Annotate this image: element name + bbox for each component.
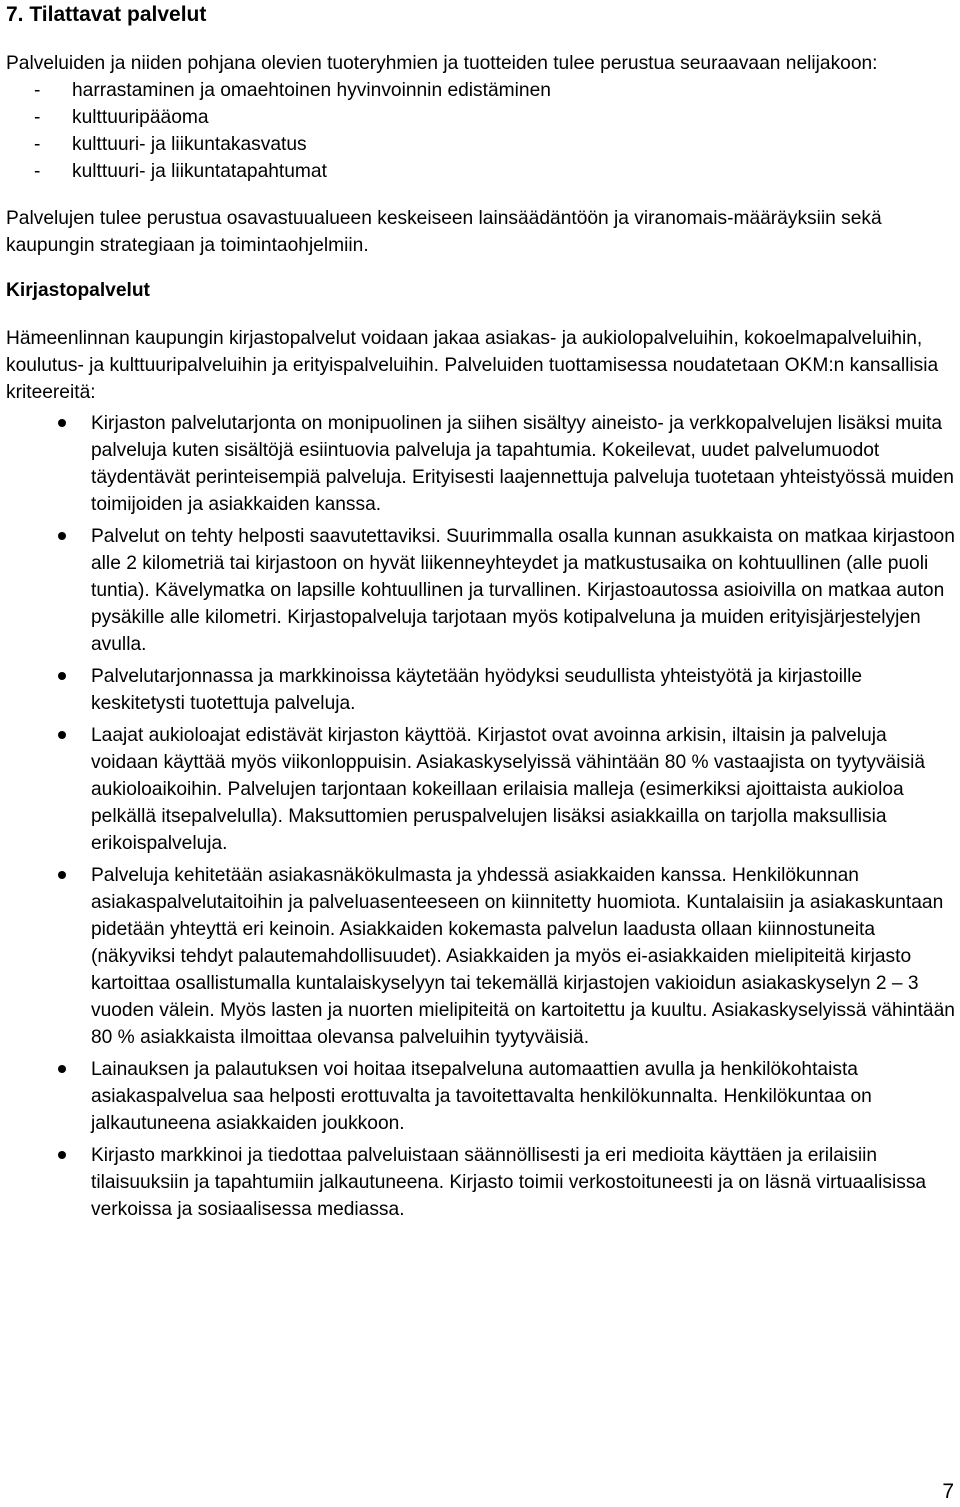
criteria-text: Laajat aukioloajat edistävät kirjaston käyttöä. Kirjastot ovat avoinna arkisin, iltaisin ja palveluja voidaan käyttää myös viikonloppuisin. Asiakaskyselyissä vähintään 80 % vastaajista on tyytyväisiä aukioloaikoihin. Palvelujen tarjontaan kokeillaan erilaisia malleja (esimerkiksi ajoittaista aukioloa pelkällä itsepalvelulla). Maksuttomien peruspalvelujen lisäksi asiakkailla on tarjolla maksullisia erikoispalveluja. bbox=[91, 725, 926, 854]
criteria-list-item bbox=[6, 722, 956, 857]
dash-list-item-text: kulttuuri- ja liikuntatapahtumat bbox=[72, 161, 327, 182]
criteria-list-item bbox=[6, 523, 956, 658]
dash-list-item-text: kulttuuripääoma bbox=[72, 107, 209, 128]
criteria-text: Kirjasto markkinoi ja tiedottaa palveluistaan säännöllisesti ja eri medioita käyttäen ja erilaisiin tilaisuuksiin ja tapahtumiin jalkautuneena. Kirjasto toimii verkostoituneesti ja on läsnä virtuaalisissa verkoissa ja sosiaalisessa mediassa. bbox=[91, 1145, 927, 1220]
criteria-text: Palvelut on tehty helposti saavutettaviksi. Suurimmalla osalla kunnan asukkaista on matkaa kirjastoon alle 2 kilometriä tai kirjastoon on hyvät liikenneyhteydet ja matkustusaika on kohtuullinen (alle puoli tuntia). Kävelymatka on lapsille kohtuullinen ja turvallinen. Kirjastoautossa asioivilla on matkaa auton pysäkille alle kilometri. Kirjastopalveluja tarjotaan myös kotipalveluna ja muiden erityisjärjestelyjen avulla. bbox=[91, 526, 955, 655]
bullet-icon bbox=[58, 532, 66, 540]
section-heading: 7. Tilattavat palvelut bbox=[6, 3, 207, 26]
bullet-icon bbox=[58, 419, 66, 427]
bullet-icon bbox=[58, 1151, 66, 1159]
criteria-list-item bbox=[6, 410, 956, 518]
legislation-paragraph: Palvelujen tulee perustua osavastuualueen keskeiseen lainsäädäntöön ja viranomais-määräyksiin sekä kaupungin strategiaan ja toimintaohjelmiin. bbox=[6, 208, 882, 256]
dash-list-item-text: kulttuuri- ja liikuntakasvatus bbox=[72, 134, 307, 155]
subsection-heading: Kirjastopalvelut bbox=[6, 280, 150, 301]
dash-list-item bbox=[6, 158, 956, 185]
dash-list bbox=[6, 77, 956, 185]
dash-marker: - bbox=[34, 161, 41, 182]
page-number: 7 bbox=[942, 1480, 954, 1503]
bullet-icon bbox=[58, 672, 66, 680]
criteria-text: Lainauksen ja palautuksen voi hoitaa itsepalveluna automaattien avulla ja henkilökohtaista asiakaspalvelua saa helposti erottuvalta ja tavoitettavalta henkilökunnalta. Henkilökuntaa on jalkautuneena asiakkaiden joukkoon. bbox=[91, 1059, 872, 1134]
dash-list-item-text: harrastaminen ja omaehtoinen hyvinvoinnin edistäminen bbox=[72, 80, 551, 101]
dash-list-item bbox=[6, 104, 956, 131]
criteria-text: Palvelutarjonnassa ja markkinoissa käytetään hyödyksi seudullista yhteistyötä ja kirjastoille keskitetysti tuotettuja palveluja. bbox=[91, 666, 863, 714]
document-page bbox=[6, 0, 956, 1228]
dash-marker: - bbox=[34, 134, 41, 155]
bullet-icon bbox=[58, 1065, 66, 1073]
dash-list-item bbox=[6, 131, 956, 158]
dash-marker: - bbox=[34, 107, 41, 128]
criteria-list-item bbox=[6, 1142, 956, 1223]
dash-marker: - bbox=[34, 80, 41, 101]
criteria-list-item bbox=[6, 1056, 956, 1137]
criteria-list bbox=[6, 410, 956, 1223]
criteria-text: Palveluja kehitetään asiakasnäkökulmasta ja yhdessä asiakkaiden kanssa. Henkilökunnan asiakaspalvelutaitoihin ja palveluasenteeseen on kiinnitetty huomiota. Kuntalaisiin ja asiakaskuntaan pidetään yhteyttä eri keinoin. Asiakkaiden kokemasta palvelun laadusta ollaan kiinnostuneita (näkyviksi tehdyt palautemahdollisuudet). Asiakkaiden ja myös ei-asiakkaiden mielipiteitä kirjasto kartoittaa osallistumalla kuntalaiskyselyyn tai tekemällä kirjastojen vakioidun asiakaskyselyn 2 – 3 vuoden välein. Myös lasten ja nuorten mielipiteitä on kartoitettu ja kuultu. Asiakaskyselyissä vähintään 80 % asiakkaista ilmoittaa olevansa palveluihin tyytyväisiä. bbox=[91, 865, 955, 1048]
bullet-icon bbox=[58, 731, 66, 739]
library-services-paragraph: Hämeenlinnan kaupungin kirjastopalvelut voidaan jakaa asiakas- ja aukiolopalveluihin, kokoelmapalveluihin, koulutus- ja kulttuuripalveluihin ja erityispalveluihin. Palveluiden tuottamisessa noudatetaan OKM:n kansallisia kriteereitä: bbox=[6, 328, 939, 403]
bullet-icon bbox=[58, 871, 66, 879]
dash-list-item bbox=[6, 77, 956, 104]
intro-paragraph: Palveluiden ja niiden pohjana olevien tuoteryhmien ja tuotteiden tulee perustua seuraavaan nelijakoon: bbox=[6, 53, 878, 74]
criteria-text: Kirjaston palvelutarjonta on monipuolinen ja siihen sisältyy aineisto- ja verkkopalvelujen lisäksi muita palveluja kuten sisältöjä esiintuovia palveluja ja tapahtumia. Kokeilevat, uudet palvelumuodot täydentävät perinteisempiä palveluja. Erityisesti laajennettuja palveluja tuotetaan yhteistyössä muiden toimijoiden ja asiakkaiden kanssa. bbox=[91, 413, 954, 515]
criteria-list-item bbox=[6, 663, 956, 717]
criteria-list-item bbox=[6, 862, 956, 1051]
